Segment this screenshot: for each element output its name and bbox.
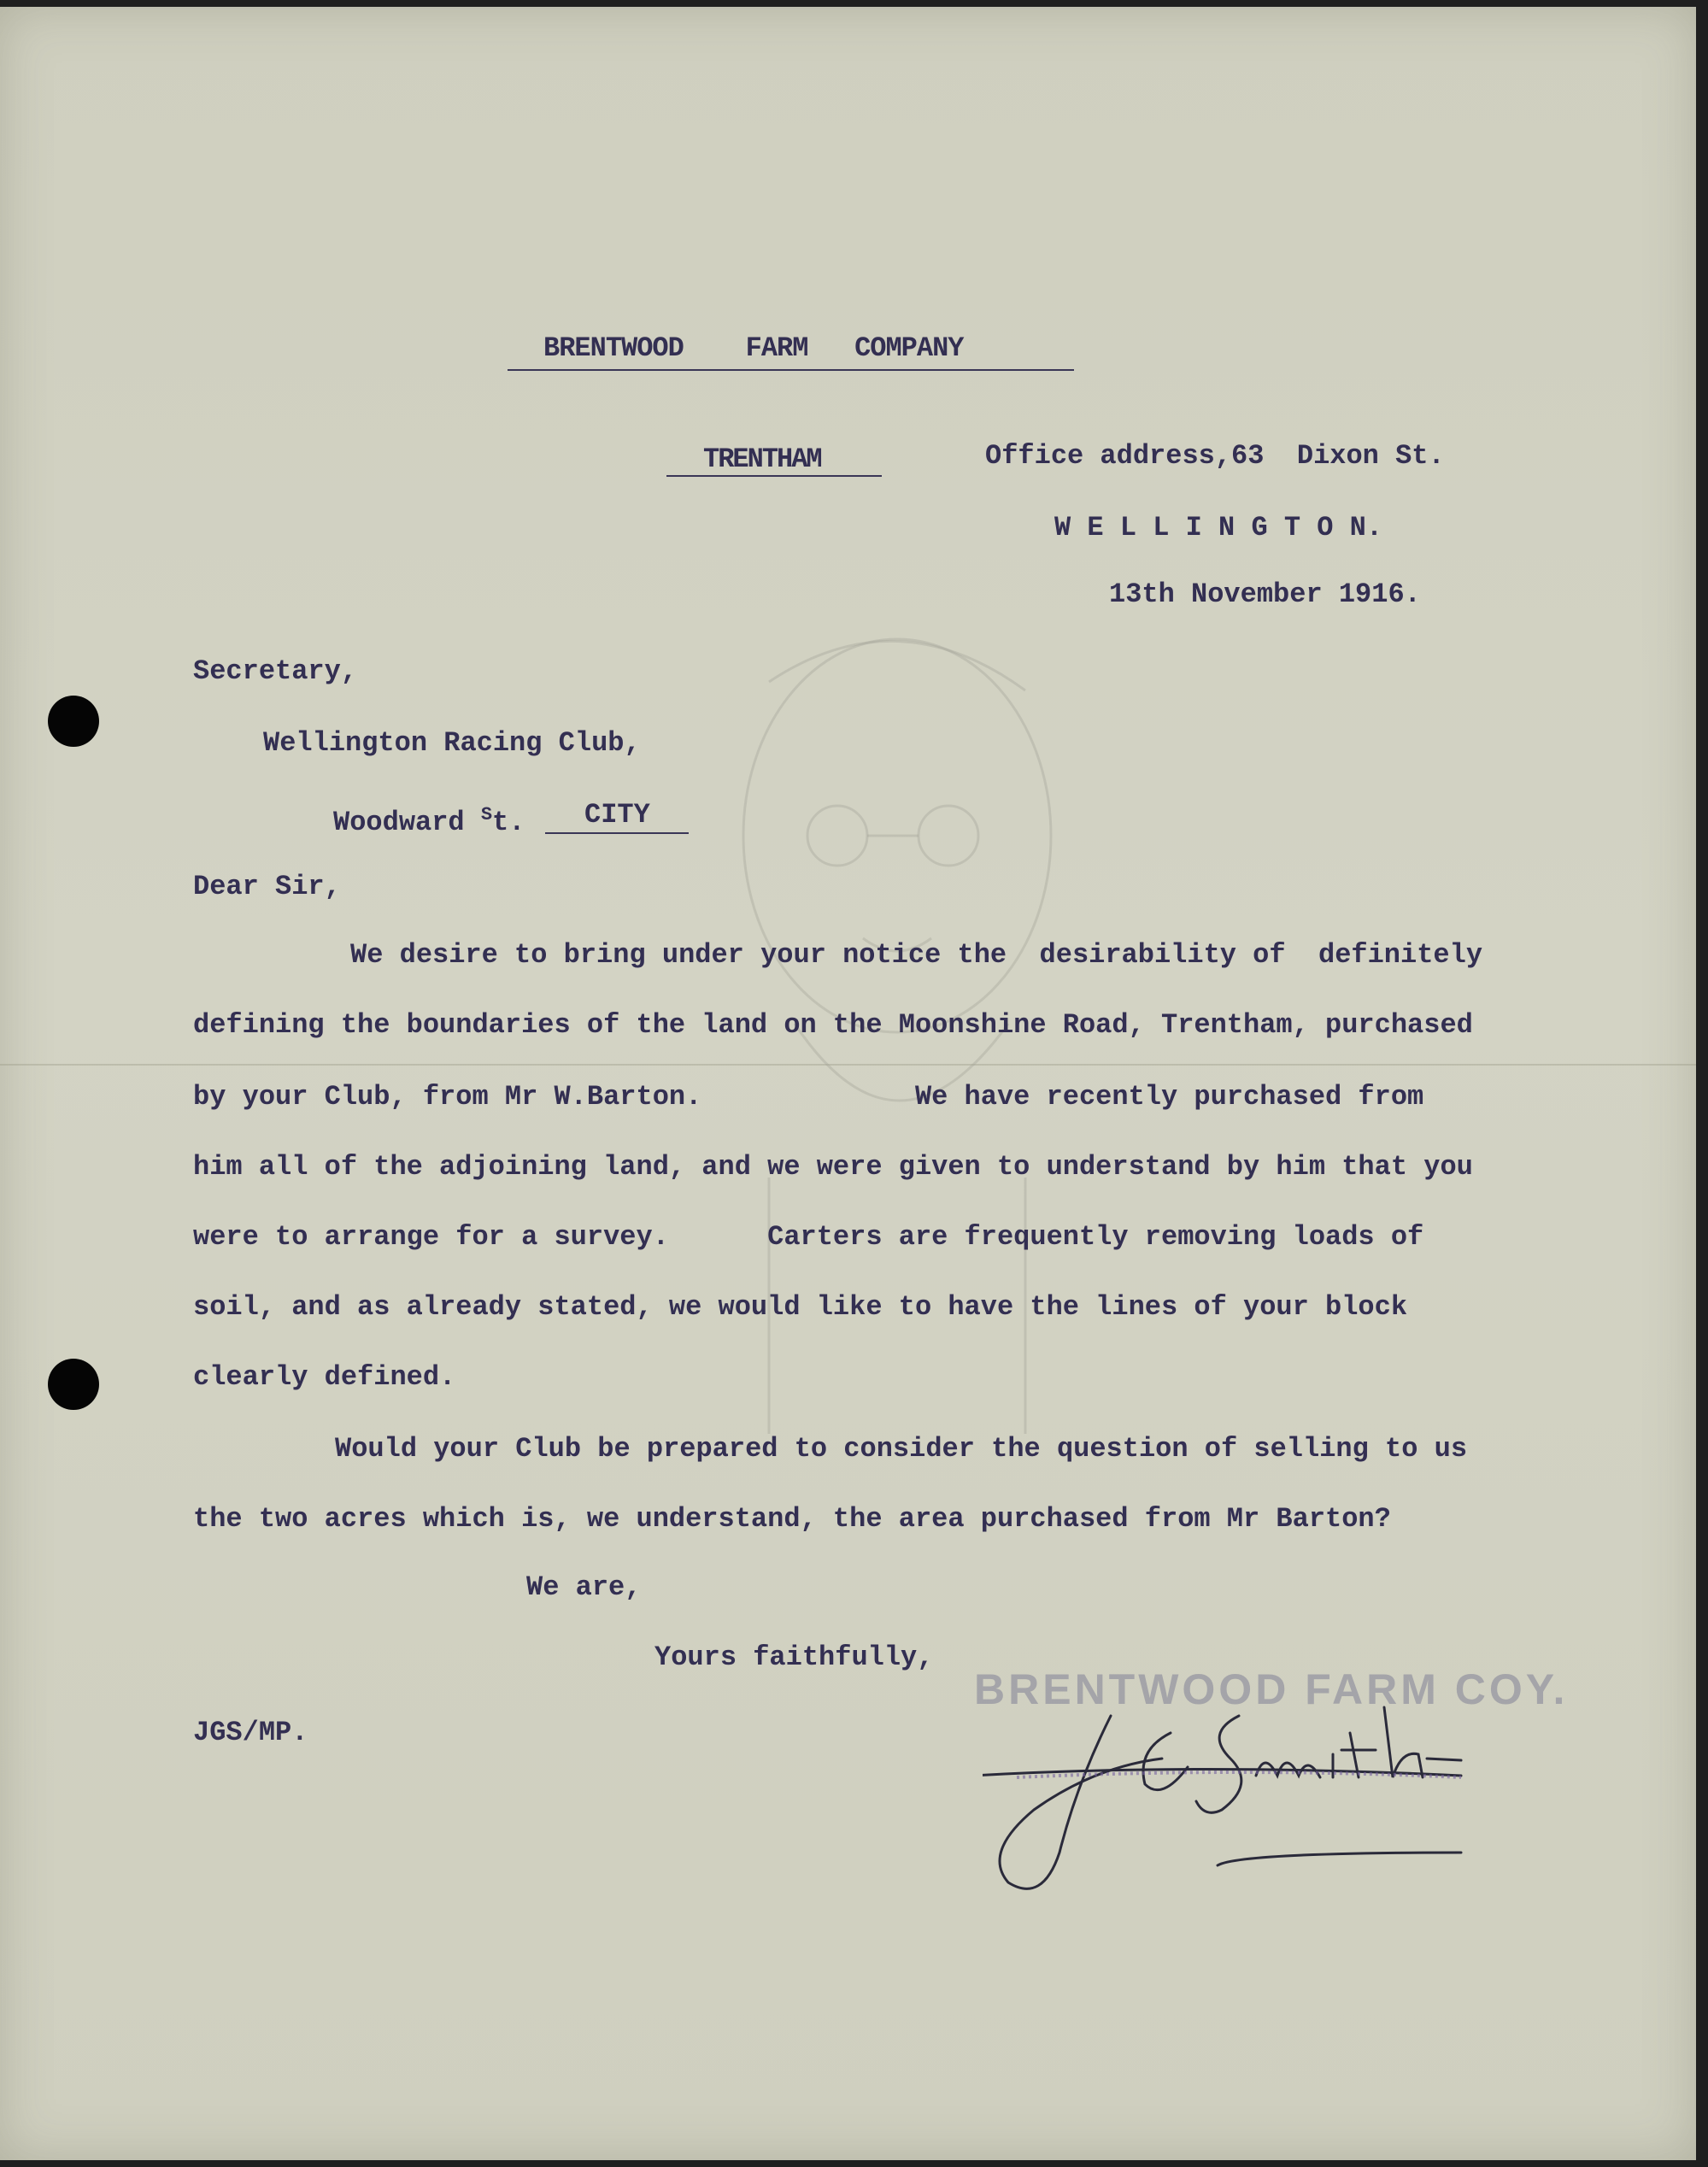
street-name: Woodward xyxy=(333,807,481,838)
body-line: by your Club, from Mr W.Barton. We have recently purchased from xyxy=(193,1081,1424,1113)
punch-hole-top xyxy=(48,696,99,747)
body-line: the two acres which is, we understand, the area purchased from Mr Barton? xyxy=(193,1503,1391,1535)
street-super: S xyxy=(480,804,493,825)
body-line: defining the boundaries of the land on the Moonshine Road, Trentham, purchased xyxy=(193,1009,1473,1041)
addressee-street xyxy=(333,798,525,840)
city-wellington: W E L L I N G T O N. xyxy=(1054,512,1383,543)
signature-image xyxy=(983,1682,1529,1912)
location-underline xyxy=(666,475,882,477)
letter-sheet xyxy=(0,7,1696,2160)
body-line: clearly defined. xyxy=(193,1361,456,1393)
letter-date: 13th November 1916. xyxy=(1109,578,1421,610)
company-name: BRENTWOOD FARM COMPANY xyxy=(543,332,964,364)
city-underline xyxy=(545,832,689,834)
location-trentham: TRENTHAM xyxy=(703,443,821,475)
street-suffix: t. xyxy=(492,807,525,838)
office-address: Office address,63 Dixon St. xyxy=(985,440,1445,472)
closing-yours-faithfully: Yours faithfully, xyxy=(654,1641,934,1673)
addressee-club: Wellington Racing Club, xyxy=(263,727,641,759)
addressee-title: Secretary, xyxy=(193,655,358,687)
body-line: We desire to bring under your notice the desirability of definitely xyxy=(350,939,1483,971)
body-line: Would your Club be prepared to consider the question of selling to us xyxy=(335,1433,1468,1465)
company-underline xyxy=(508,369,1074,371)
punch-hole-bottom xyxy=(48,1359,99,1410)
reference-initials: JGS/MP. xyxy=(193,1717,308,1748)
body-line: soil, and as already stated, we would like to have the lines of your block xyxy=(193,1291,1408,1323)
company-stamp: BRENTWOOD FARM COY. xyxy=(974,1665,1569,1713)
closing-we-are: We are, xyxy=(526,1571,642,1603)
addressee-city: CITY xyxy=(584,799,650,831)
body-line: were to arrange for a survey. Carters are frequently removing loads of xyxy=(193,1221,1424,1253)
body-line: him all of the adjoining land, and we were given to understand by him that you xyxy=(193,1151,1473,1183)
salutation: Dear Sir, xyxy=(193,871,341,902)
